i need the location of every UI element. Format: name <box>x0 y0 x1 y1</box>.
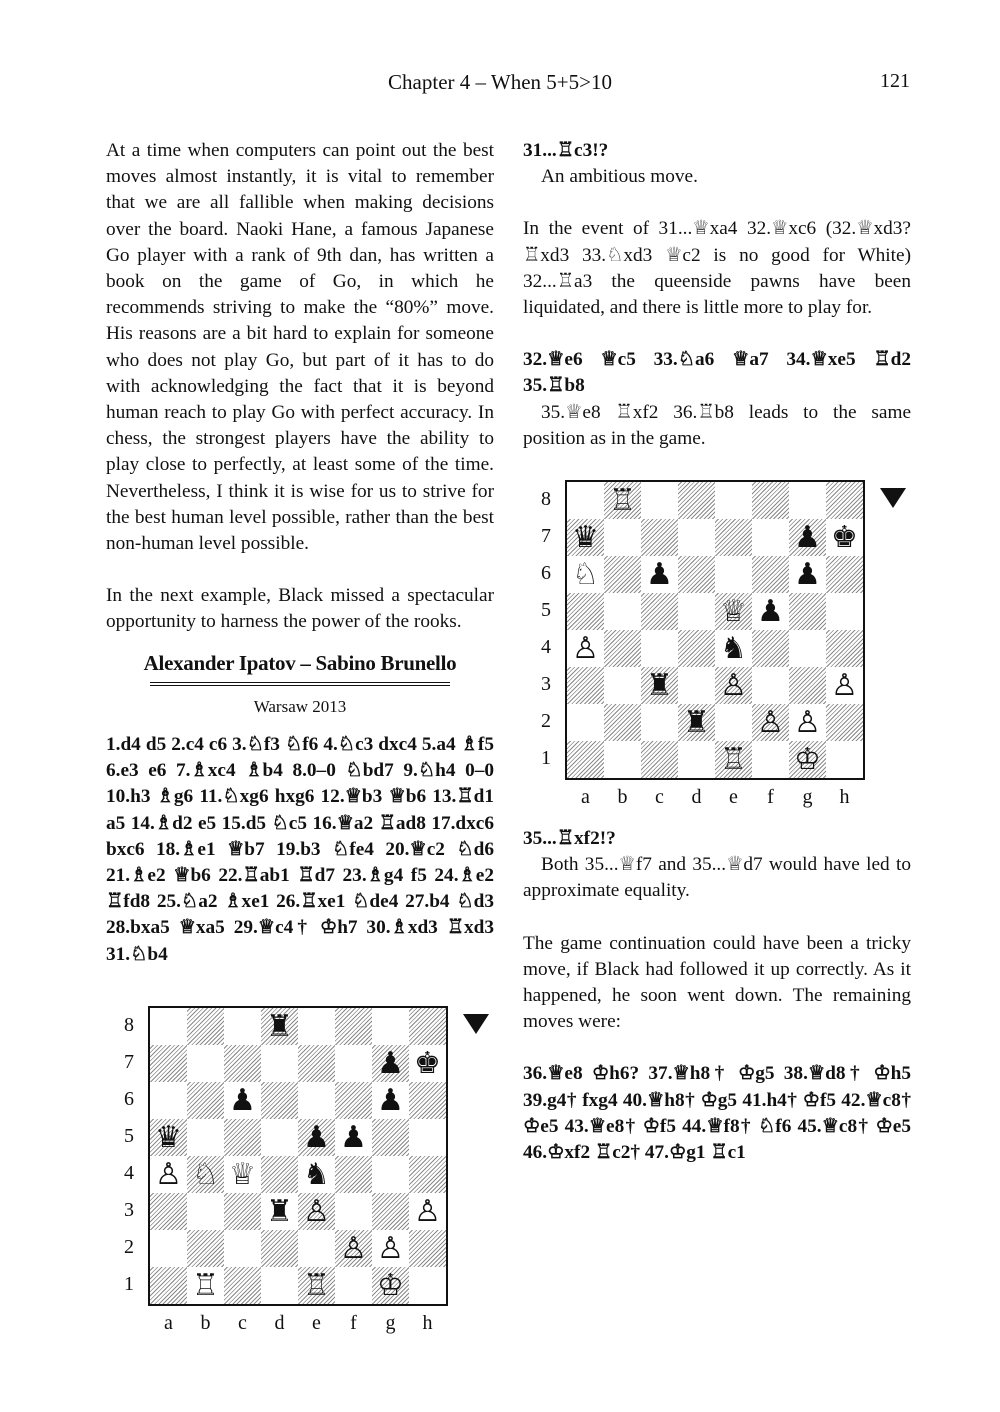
board-square <box>187 1008 224 1045</box>
board-square <box>567 704 604 741</box>
file-label: a <box>164 1312 173 1334</box>
board-square <box>261 1230 298 1267</box>
chess-piece: ♙ <box>377 1230 404 1266</box>
chess-piece: ♖ <box>192 1267 219 1303</box>
title-rule <box>150 682 450 686</box>
rank-label: 3 <box>124 1199 134 1221</box>
board-square <box>604 482 641 519</box>
rank-label: 6 <box>124 1088 134 1110</box>
board-square <box>678 482 715 519</box>
chess-piece: ♟ <box>377 1045 404 1081</box>
chess-piece: ♞ <box>303 1156 330 1192</box>
board-square <box>224 1082 261 1119</box>
rank-label: 2 <box>541 710 551 732</box>
chess-piece: ♖ <box>609 482 636 518</box>
board-square <box>298 1045 335 1082</box>
board-square <box>641 482 678 519</box>
chess-piece: ♟ <box>377 1082 404 1118</box>
board-square <box>604 741 641 778</box>
board-square <box>298 1230 335 1267</box>
board-square <box>604 593 641 630</box>
board-square <box>752 741 789 778</box>
board-square <box>261 1156 298 1193</box>
page-header <box>0 70 1000 100</box>
board-square <box>187 1230 224 1267</box>
rank-label: 7 <box>541 525 551 547</box>
board-square <box>224 1156 261 1193</box>
board-square <box>224 1267 261 1304</box>
move-31: 31...♖c3!? <box>523 140 609 161</box>
board-square <box>261 1045 298 1082</box>
board-square <box>335 1230 372 1267</box>
board-square <box>567 556 604 593</box>
board-square <box>604 630 641 667</box>
chess-piece: ♖ <box>720 741 747 777</box>
board-square <box>150 1045 187 1082</box>
comment-35b: Both 35...♕f7 and 35...♕d7 would have led to approximate equality. <box>523 854 911 902</box>
board-square <box>224 1193 261 1230</box>
board-square <box>678 741 715 778</box>
board-square <box>261 1193 298 1230</box>
board-square <box>409 1156 446 1193</box>
board-square <box>752 593 789 630</box>
rank-label: 4 <box>541 636 551 658</box>
board-square <box>715 741 752 778</box>
board-square <box>789 519 826 556</box>
chess-piece: ♟ <box>757 593 784 629</box>
board-square <box>335 1156 372 1193</box>
chess-piece: ♟ <box>794 519 821 555</box>
board-square <box>789 741 826 778</box>
file-label: e <box>312 1312 321 1334</box>
chess-piece: ♟ <box>340 1119 367 1155</box>
board-square <box>298 1267 335 1304</box>
board-square <box>826 519 863 556</box>
file-label: c <box>238 1312 247 1334</box>
board-square <box>752 519 789 556</box>
board-square <box>335 1082 372 1119</box>
chess-piece: ♙ <box>414 1193 441 1229</box>
board-square <box>715 519 752 556</box>
board-square <box>789 704 826 741</box>
chess-piece: ♜ <box>266 1193 293 1229</box>
rank-label: 7 <box>124 1051 134 1073</box>
board-square <box>261 1082 298 1119</box>
file-label: g <box>385 1312 396 1334</box>
board-square <box>715 704 752 741</box>
file-label: b <box>200 1312 211 1334</box>
board-square <box>641 667 678 704</box>
board-square <box>641 519 678 556</box>
file-label: d <box>274 1312 285 1334</box>
right-column-lower <box>523 826 911 1166</box>
board-square <box>409 1045 446 1082</box>
variation-paragraph: In the event of 31...♕xa4 32.♕xc6 (32.♕xd3? ♖xd3 33.♘xd3 ♕c2 is no good for White) 32...♖a3 the queenside pawns have been liquidated, and there is little more to play for. <box>523 218 911 319</box>
chess-piece: ♜ <box>683 704 710 740</box>
board-square <box>752 704 789 741</box>
board-square <box>298 1082 335 1119</box>
board-square <box>224 1008 261 1045</box>
file-label: c <box>655 786 664 808</box>
board-square <box>826 482 863 519</box>
rank-label: 2 <box>124 1236 134 1258</box>
board-square <box>641 704 678 741</box>
comment-31: An ambitious move. <box>541 166 698 188</box>
chess-board <box>148 1006 448 1306</box>
chess-piece: ♘ <box>572 556 599 592</box>
board-square <box>372 1267 409 1304</box>
board-square <box>567 482 604 519</box>
chess-piece: ♖ <box>303 1267 330 1303</box>
file-label: f <box>767 786 774 808</box>
board-square <box>715 556 752 593</box>
board-square <box>150 1008 187 1045</box>
board-square <box>678 519 715 556</box>
chess-piece: ♕ <box>720 593 747 629</box>
board-square <box>409 1008 446 1045</box>
game-event: Warsaw 2013 <box>253 696 347 716</box>
board-square <box>409 1119 446 1156</box>
file-label: e <box>729 786 738 808</box>
board-square <box>409 1193 446 1230</box>
final-moves: 36.♕e8 ♔h6? 37.♕h8† ♔g5 38.♕d8† ♔h5 39.g4† fxg4 40.♕h8† ♔g5 41.h4† ♔f5 42.♕c8† ♔e5 43.♕e8† ♔f5 44.♕f8† ♘f6 45.♕c8† ♔e5 46.♔xf2 ♖c2† 47.♔g1 ♖c1 <box>523 1063 911 1164</box>
board-square <box>567 593 604 630</box>
board-square <box>335 1008 372 1045</box>
chess-piece: ♚ <box>414 1045 441 1081</box>
board-square <box>826 593 863 630</box>
chess-piece: ♚ <box>831 519 858 555</box>
board-square <box>567 741 604 778</box>
board-square <box>826 704 863 741</box>
chess-piece: ♔ <box>377 1267 404 1303</box>
chess-piece: ♙ <box>340 1230 367 1266</box>
rank-label: 5 <box>541 599 551 621</box>
board-square <box>715 667 752 704</box>
board-square <box>604 704 641 741</box>
board-square <box>715 593 752 630</box>
board-square <box>678 593 715 630</box>
file-label: b <box>617 786 628 808</box>
running-head: Chapter 4 – When 5+5>10 <box>388 70 612 94</box>
board-square <box>150 1193 187 1230</box>
board-square <box>715 630 752 667</box>
board-square <box>678 667 715 704</box>
board-square <box>752 556 789 593</box>
board-square <box>826 667 863 704</box>
move-35: 35...♖xf2!? <box>523 828 616 849</box>
board-square <box>187 1193 224 1230</box>
board-square <box>261 1267 298 1304</box>
board-square <box>826 556 863 593</box>
chess-piece: ♙ <box>155 1156 182 1192</box>
chess-piece: ♙ <box>720 667 747 703</box>
board-square <box>641 741 678 778</box>
board-square <box>678 556 715 593</box>
board-square <box>224 1230 261 1267</box>
file-label: h <box>839 786 850 808</box>
chess-piece: ♕ <box>229 1156 256 1192</box>
board-square <box>298 1156 335 1193</box>
continuation-paragraph: The game continuation could have been a tricky move, if Black had followed it up correctly. As it happened, he soon went down. The remaining moves were: <box>523 932 911 1033</box>
board-square <box>789 593 826 630</box>
rank-label: 6 <box>541 562 551 584</box>
board-square <box>678 704 715 741</box>
board-square <box>372 1119 409 1156</box>
chess-piece: ♙ <box>757 704 784 740</box>
board-square <box>409 1267 446 1304</box>
rank-label: 8 <box>124 1014 134 1036</box>
board-square <box>641 556 678 593</box>
moves-32-35: 32.♕e6 ♕c5 33.♘a6 ♕a7 34.♕xe5 ♖d2 35.♖b8 <box>523 349 911 397</box>
board-square <box>826 741 863 778</box>
board-square <box>150 1082 187 1119</box>
file-label: d <box>691 786 702 808</box>
board-square <box>187 1156 224 1193</box>
chess-piece: ♛ <box>572 519 599 555</box>
chess-piece: ♛ <box>155 1119 182 1155</box>
rank-label: 4 <box>124 1162 134 1184</box>
board-square <box>567 667 604 704</box>
rank-label: 1 <box>124 1273 134 1295</box>
board-square <box>150 1156 187 1193</box>
file-label: a <box>581 786 590 808</box>
board-square <box>752 667 789 704</box>
black-to-move-indicator <box>463 1014 489 1034</box>
board-square <box>335 1119 372 1156</box>
board-square <box>187 1045 224 1082</box>
board-square <box>409 1230 446 1267</box>
board-square <box>335 1193 372 1230</box>
right-column <box>523 138 911 452</box>
chess-piece: ♙ <box>303 1193 330 1229</box>
board-square <box>789 556 826 593</box>
board-square <box>789 630 826 667</box>
chess-piece: ♔ <box>794 741 821 777</box>
chess-board <box>565 480 865 780</box>
board-square <box>150 1267 187 1304</box>
board-square <box>224 1119 261 1156</box>
board-square <box>261 1119 298 1156</box>
board-square <box>372 1082 409 1119</box>
chess-piece: ♜ <box>266 1008 293 1044</box>
board-square <box>789 667 826 704</box>
board-square <box>187 1082 224 1119</box>
board-square <box>604 519 641 556</box>
board-square <box>187 1119 224 1156</box>
board-square <box>604 667 641 704</box>
board-square <box>335 1267 372 1304</box>
board-square <box>715 482 752 519</box>
intro-paragraph: At a time when computers can point out the best moves almost instantly, it is vital to remember that we are all fallible when making decisions over the board. Naoki Hane, a famous Japanese Go player with a rank of 9th dan, has written a book on the game of Go, in which he recommends striving to make the “80%” move. His reasons are a bit hard to explain for someone who does not play Go, but part of it has to do with acknowledging the fact that it is beyond human reach to play Go with perfect accuracy. In chess, the strongest players have the ability to play close to perfectly, at least some of the time. Nevertheless, I think it is wise for us to strive for the best human level possible, rather than the best non-human level possible. <box>106 140 494 555</box>
board-square <box>372 1230 409 1267</box>
board-square <box>261 1008 298 1045</box>
chess-piece: ♟ <box>303 1119 330 1155</box>
board-square <box>604 556 641 593</box>
game-moves: 1.d4 d5 2.c4 c6 3.♘f3 ♘f6 4.♘c3 dxc4 5.a4 ♗f5 6.e3 e6 7.♗xc4 ♗b4 8.0–0 ♘bd7 9.♘h4 0–0 10.h3 ♗g6 11.♘xg6 hxg6 12.♕b3 ♕b6 13.♖d1 a5 14.♗d2 e5 15.d5 ♘c5 16.♕a2 ♖ad8 17.dxc6 bxc6 18.♗e1 ♕b7 19.b3 ♘fe4 20.♕c2 ♘d6 21.♗e2 ♕b6 22.♖ab1 ♖d7 23.♗g4 f5 24.♗e2 ♖fd8 25.♘a2 ♗xe1 26.♖xe1 ♘de4 27.b4 ♘d3 28.bxa5 ♕xa5 29.♕c4† ♔h7 30.♗xd3 ♖xd3 31.♘b4 <box>106 734 494 965</box>
board-square <box>678 630 715 667</box>
game-title: Alexander Ipatov – Sabino Brunello <box>143 650 457 675</box>
board-square <box>372 1193 409 1230</box>
board-square <box>752 630 789 667</box>
file-label: h <box>422 1312 433 1334</box>
chess-piece: ♙ <box>572 630 599 666</box>
board-square <box>789 482 826 519</box>
rank-label: 1 <box>541 747 551 769</box>
board-square <box>298 1193 335 1230</box>
example-intro-paragraph: In the next example, Black missed a spectacular opportunity to harness the power of the rooks. <box>106 585 494 633</box>
board-square <box>372 1045 409 1082</box>
board-square <box>372 1008 409 1045</box>
file-label: f <box>350 1312 357 1334</box>
board-square <box>826 630 863 667</box>
page-number: 121 <box>880 70 910 92</box>
rank-label: 5 <box>124 1125 134 1147</box>
board-square <box>409 1082 446 1119</box>
board-square <box>641 593 678 630</box>
board-square <box>298 1119 335 1156</box>
board-square <box>150 1230 187 1267</box>
chess-piece: ♙ <box>831 667 858 703</box>
file-label: g <box>802 786 813 808</box>
rank-label: 3 <box>541 673 551 695</box>
chess-piece: ♟ <box>646 556 673 592</box>
chess-piece: ♞ <box>720 630 747 666</box>
board-square <box>150 1119 187 1156</box>
rank-label: 8 <box>541 488 551 510</box>
left-column <box>106 138 494 968</box>
board-square <box>752 482 789 519</box>
board-square <box>298 1008 335 1045</box>
comment-35: 35.♕e8 ♖xf2 36.♖b8 leads to the same position as in the game. <box>523 401 911 449</box>
board-square <box>335 1045 372 1082</box>
chess-piece: ♟ <box>229 1082 256 1118</box>
board-square <box>641 630 678 667</box>
black-to-move-indicator <box>880 488 906 508</box>
board-square <box>224 1045 261 1082</box>
board-square <box>372 1156 409 1193</box>
board-square <box>567 519 604 556</box>
chess-piece: ♟ <box>794 556 821 592</box>
chess-piece: ♘ <box>192 1156 219 1192</box>
board-square <box>567 630 604 667</box>
chess-piece: ♙ <box>794 704 821 740</box>
chess-piece: ♜ <box>646 667 673 703</box>
board-square <box>187 1267 224 1304</box>
